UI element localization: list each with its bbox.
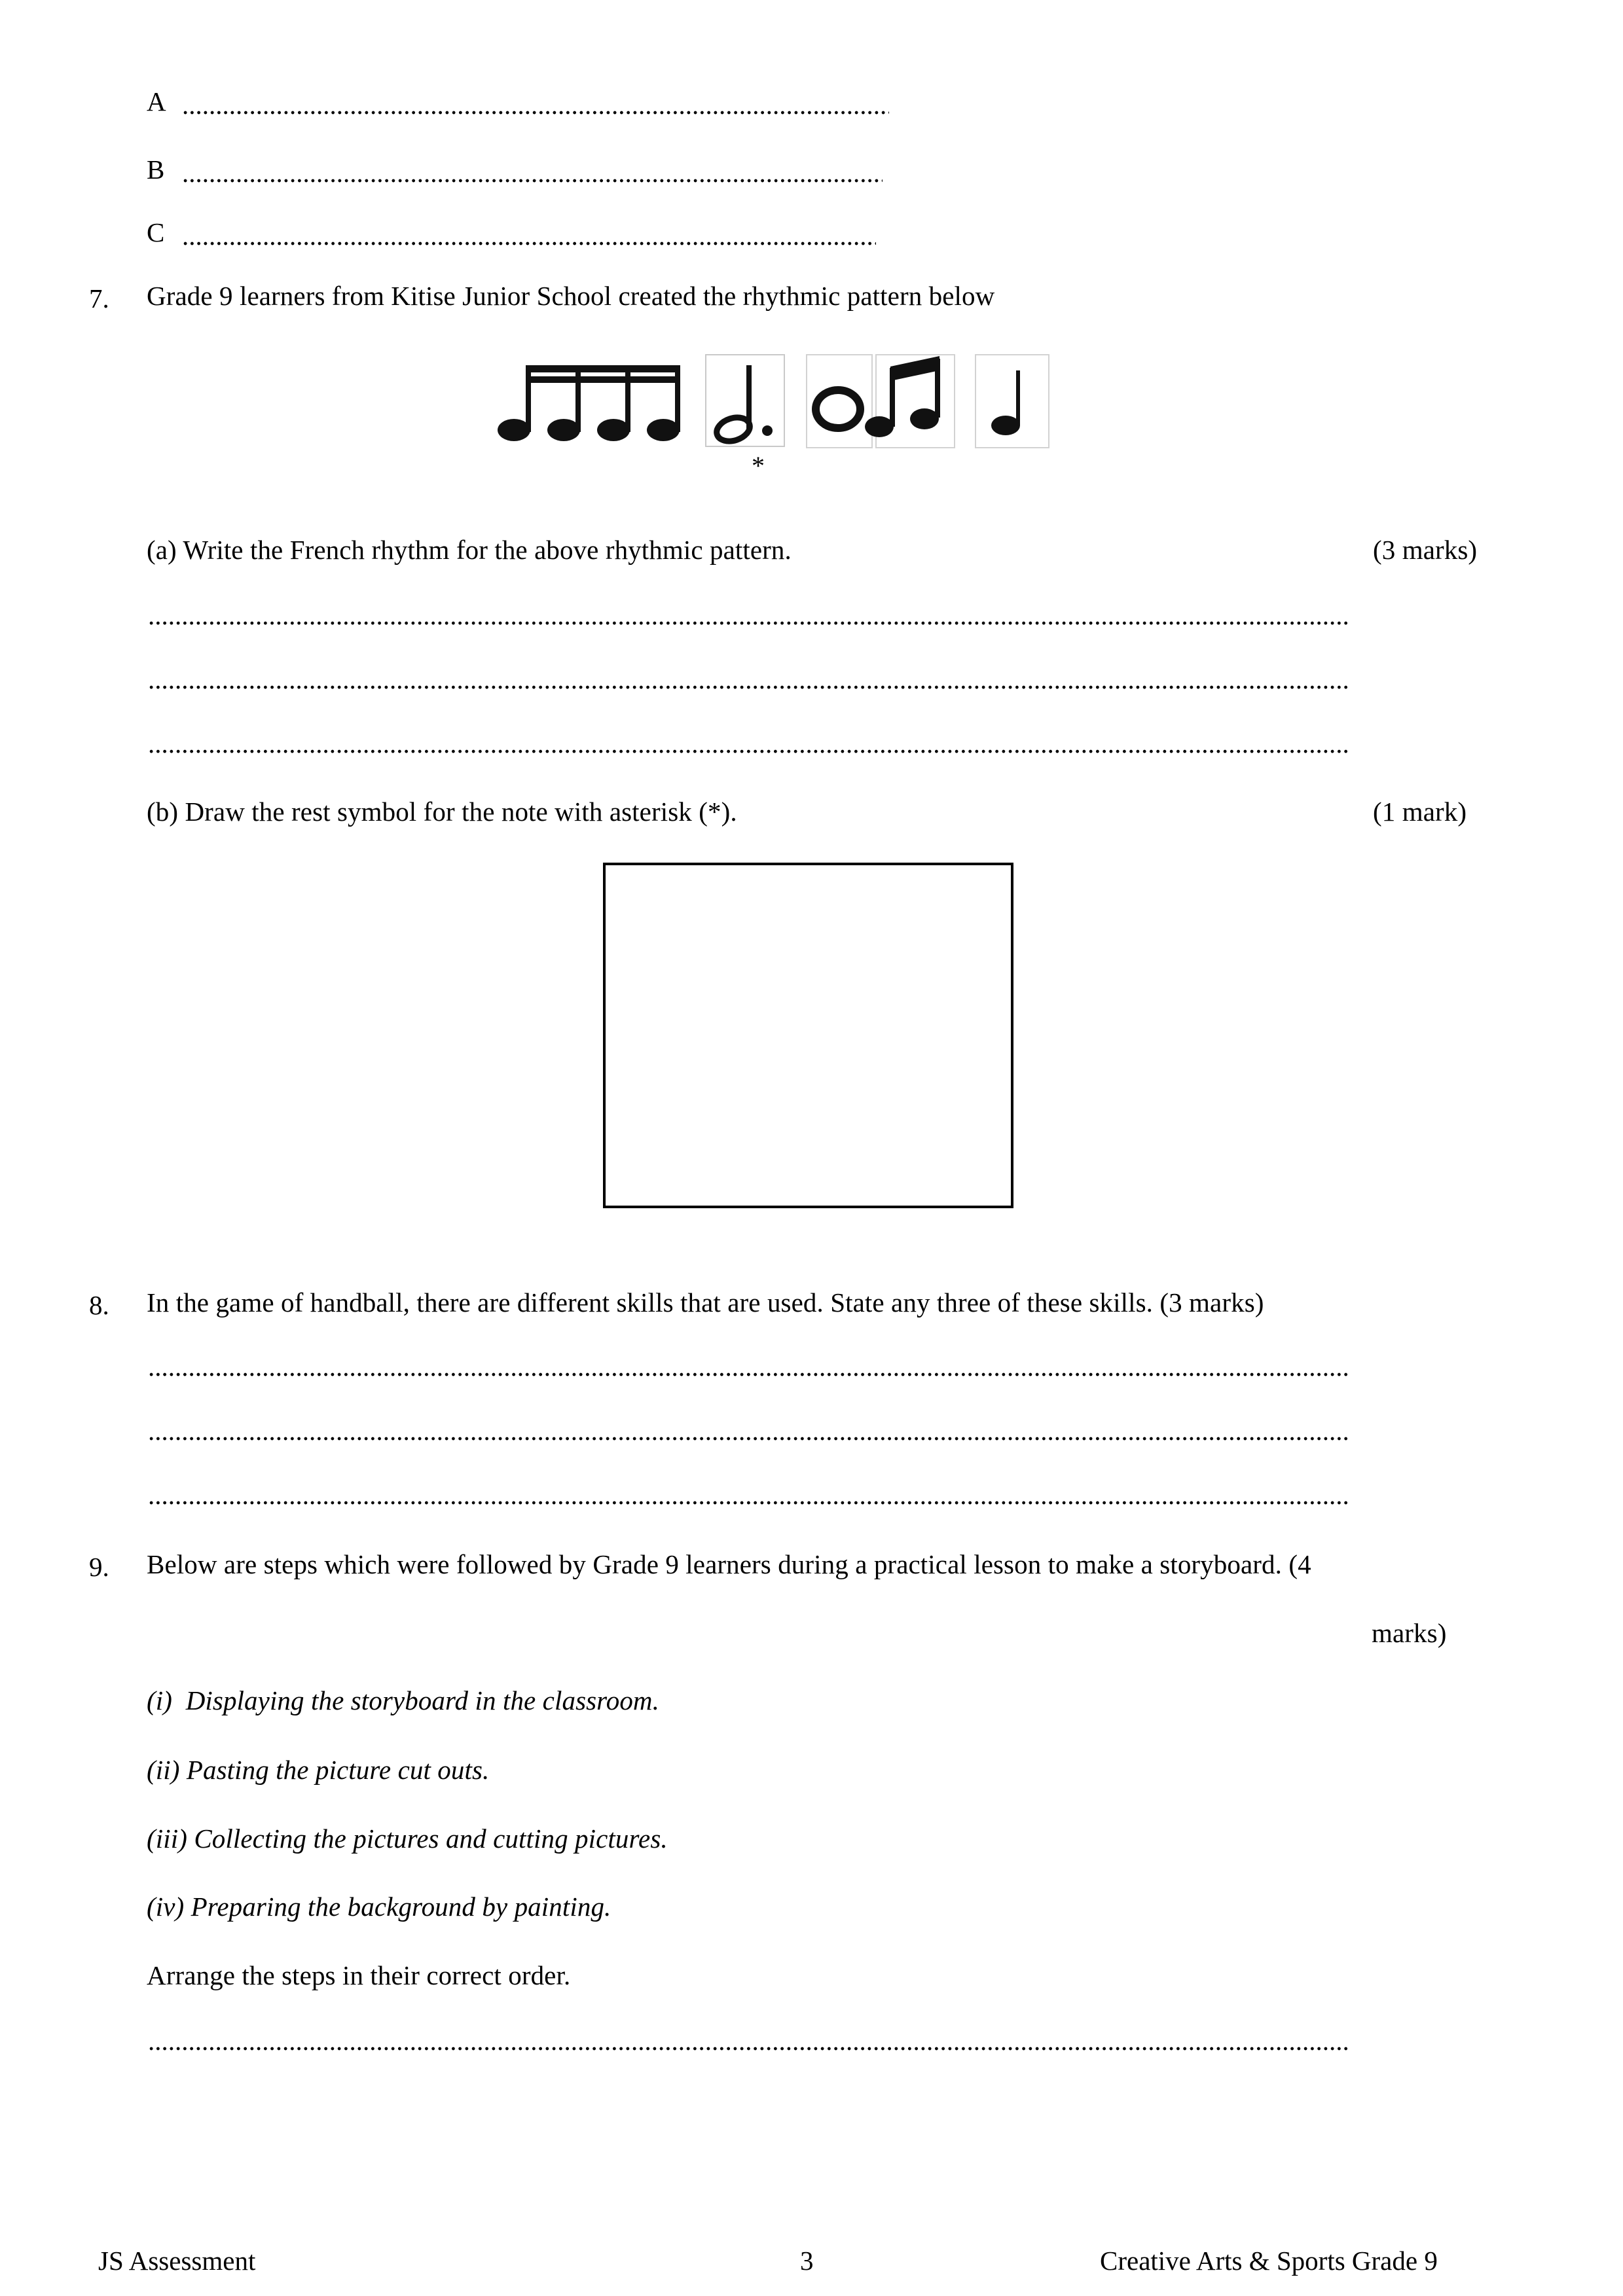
music-notation-svg (484, 347, 1139, 458)
two-eighth-notes (865, 355, 955, 448)
question-7-text: Grade 9 learners from Kitise Junior School created the rhythmic pattern below (147, 281, 995, 311)
footer-right-label: Creative Arts & Sports Grade 9 (1100, 2246, 1438, 2276)
storyboard-step-2: (ii) Pasting the picture cut outs. (147, 1755, 490, 1785)
storyboard-step-4: (iv) Preparing the background by painting. (147, 1892, 611, 1922)
question-8-answer-line-3[interactable] (148, 1482, 1347, 1508)
question-9-text-line-1: Below are steps which were followed by Grade 9 learners during a practical lesson to make a storyboard. (4 (147, 1549, 1311, 1579)
rhythmic-pattern-notation (484, 347, 1139, 458)
rest-symbol-answer-box[interactable] (603, 863, 1013, 1208)
question-7a-label: (a) Write the French rhythm for the above rhythmic pattern. (147, 535, 792, 565)
storyboard-step-3: (iii) Collecting the pictures and cutting pictures. (147, 1823, 668, 1854)
answer-line-c[interactable] (182, 223, 876, 249)
question-7b-marks: (1 mark) (1373, 797, 1467, 827)
asterisk-marker: * (752, 451, 765, 480)
question-7a-answer-line-3[interactable] (148, 730, 1347, 757)
question-7-number: 7. (89, 283, 109, 314)
answer-line-a[interactable] (182, 92, 889, 118)
question-9-answer-line[interactable] (148, 2028, 1347, 2054)
question-8-answer-line-1[interactable] (148, 1354, 1347, 1380)
footer-page-number: 3 (800, 2246, 814, 2276)
storyboard-step-1: (i) Displaying the storyboard in the classroom. (147, 1685, 659, 1715)
question-9-number: 9. (89, 1552, 109, 1582)
question-9-instruction: Arrange the steps in their correct order. (147, 1960, 571, 1990)
question-9-text-line-2: marks) (1372, 1618, 1447, 1648)
answer-line-b[interactable] (182, 160, 883, 186)
answer-label-c: C (147, 217, 165, 247)
four-sixteenth-notes (498, 365, 680, 441)
footer-left-label: JS Assessment (98, 2246, 256, 2276)
quarter-note (976, 355, 1049, 448)
question-7a-marks: (3 marks) (1373, 535, 1478, 565)
question-7a-answer-line-1[interactable] (148, 602, 1347, 628)
question-7a-answer-line-2[interactable] (148, 666, 1347, 692)
whole-note (807, 355, 872, 448)
question-7b-label: (b) Draw the rest symbol for the note with asterisk (*). (147, 797, 737, 827)
question-8-number: 8. (89, 1290, 109, 1320)
answer-label-a: A (147, 86, 166, 117)
answer-label-b: B (147, 154, 165, 185)
question-8-answer-line-2[interactable] (148, 1418, 1347, 1444)
question-8-text: In the game of handball, there are different skills that are used. State any three of these skills. (3 marks) (147, 1287, 1264, 1318)
dotted-half-note (706, 355, 784, 446)
